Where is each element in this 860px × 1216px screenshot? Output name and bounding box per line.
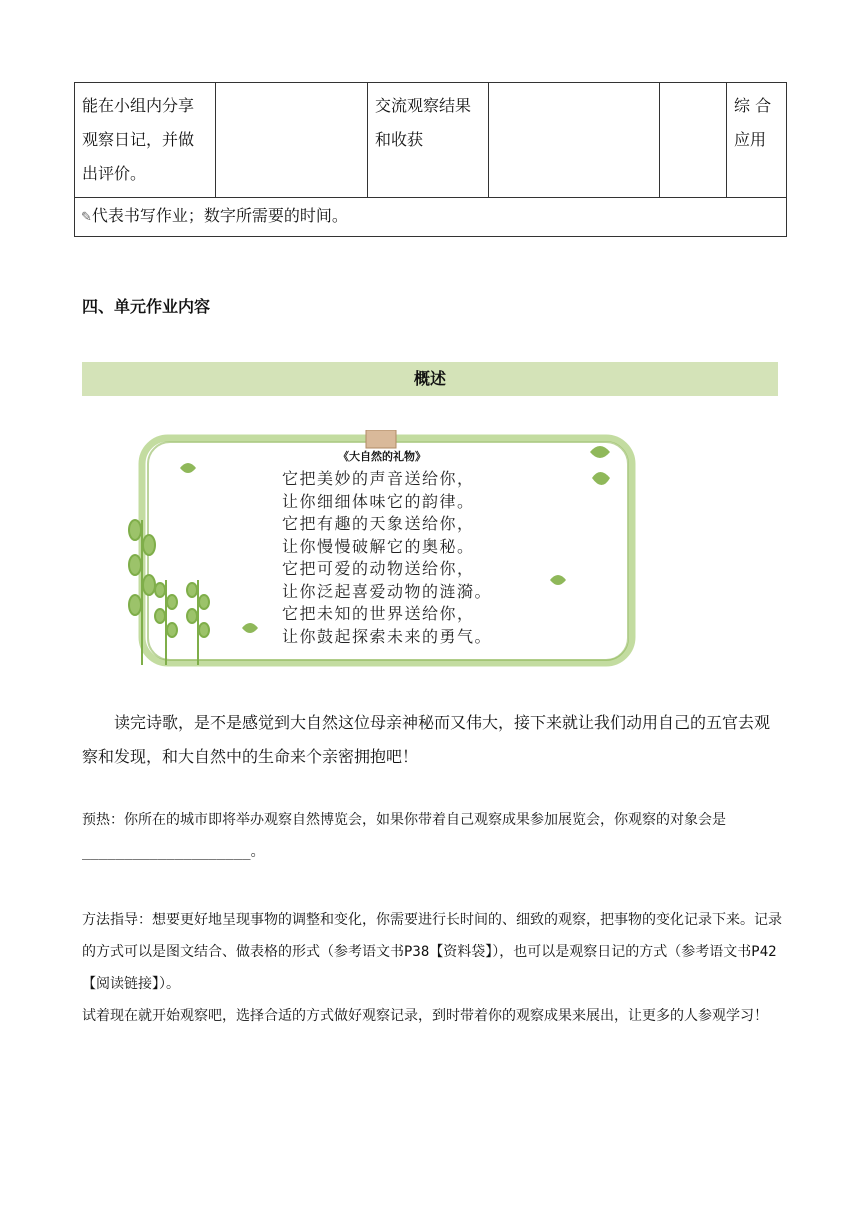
poem-title: 《大自然的礼物》 bbox=[338, 450, 426, 463]
poem-line: 让你慢慢破解它的奥秘。 bbox=[282, 536, 475, 556]
poem-line: 它把未知的世界送给你， bbox=[282, 604, 475, 623]
table-note-row bbox=[75, 198, 787, 237]
poem-line: 让你细细体味它的韵律。 bbox=[282, 491, 475, 511]
pencil-icon: ✎ bbox=[81, 210, 92, 225]
method-section bbox=[82, 904, 782, 1032]
poem-line: 让你鼓起探索未来的勇气。 bbox=[282, 626, 493, 646]
warmup-paragraph: 预热：你所在的城市即将举办观察自然博览会，如果你带着自己观察成果参加展览会，你观察的对象会是____________________。 bbox=[82, 812, 726, 860]
empty-cell bbox=[216, 83, 368, 198]
poem-line: 它把可爱的动物送给你， bbox=[282, 559, 475, 578]
empty-cell bbox=[660, 83, 727, 198]
table-row bbox=[75, 83, 787, 198]
intro-paragraph: 读完诗歌，是不是感觉到大自然这位母亲神秘而又伟大，接下来就让我们动用自己的五官去观察和发现，和大自然中的生命来个亲密拥抱吧！ bbox=[82, 713, 771, 766]
method-paragraph: 方法指导：想要更好地呈现事物的调整和变化，你需要进行长时间的、细致的观察，把事物的变化记录下来。记录的方式可以是图文结合、做表格的形式（参考语文书P38【资料袋】），也可以是观察日记的方式（参考语文书P42【阅读链接】）。 bbox=[82, 912, 782, 992]
goal-cell: 能在小组内分享观察日记，并做出评价。 bbox=[75, 83, 216, 198]
empty-cell bbox=[489, 83, 660, 198]
type-cell: 综 合应用 bbox=[727, 83, 787, 198]
note-text: 代表书写作业；数字所需要的时间。 bbox=[91, 206, 348, 225]
section-title: 四、单元作业内容 bbox=[82, 297, 211, 316]
poem-line: 它把美妙的声音送给你， bbox=[282, 469, 475, 488]
try-paragraph: 试着现在就开始观察吧，选择合适的方式做好观察记录，到时带着你的观察成果来展出，让更多的人参观学习！ bbox=[82, 1008, 768, 1024]
poem-text bbox=[122, 430, 642, 670]
activity-cell: 交流观察结果和收获 bbox=[368, 83, 489, 198]
homework-plan-table bbox=[74, 82, 787, 237]
poem-lines bbox=[282, 468, 492, 648]
poem-card bbox=[122, 430, 642, 670]
poem-line: 让你泛起喜爱动物的涟漪。 bbox=[282, 581, 493, 601]
poem-line: 它把有趣的天象送给你， bbox=[282, 514, 475, 533]
overview-header: 概述 bbox=[82, 362, 778, 396]
note-cell bbox=[75, 198, 787, 237]
